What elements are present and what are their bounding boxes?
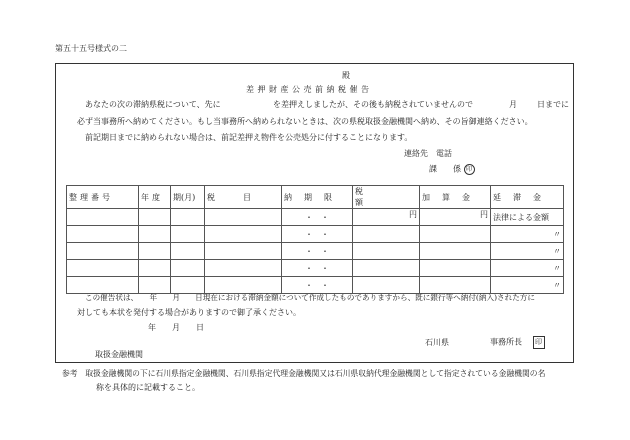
- table-row: [67, 243, 564, 260]
- table-cell: [171, 226, 205, 243]
- contact-label: 連絡先 電話: [404, 149, 452, 158]
- body-line-3: 前記期日までに納められない場合は、前記差押え物件を公売処分に付することになります。: [85, 133, 413, 142]
- body-line-2: 必ず当事務所へ納めてください。もし当事務所へ納められないときは、次の県税取扱金融機関へ納め、その旨御連絡ください。: [77, 117, 533, 126]
- office-seal: 印: [533, 336, 545, 349]
- table-cell: [67, 277, 139, 294]
- table-row: [67, 209, 564, 226]
- header-cell: 税額: [353, 186, 420, 209]
- header-cell: 延滞金: [491, 186, 564, 209]
- body-line-1a: あなたの次の滞納県税について、先に: [85, 100, 221, 109]
- due-date-cell: ・ ・: [282, 209, 353, 226]
- body-line-1-day: 日までに: [537, 100, 569, 109]
- table-cell: [353, 226, 420, 243]
- header-cell: 年度: [139, 186, 171, 209]
- office-chief: [490, 336, 545, 349]
- form-number: 第五十五号様式の二: [55, 44, 127, 53]
- header-cell: 税目: [205, 186, 282, 209]
- table-cell: [171, 260, 205, 277]
- table-cell: [67, 226, 139, 243]
- bank-label: 取扱金融機関: [95, 350, 143, 359]
- footer-line-2: 対しても本状を発付する場合がありますので御了承ください。: [77, 308, 301, 317]
- table-cell: [353, 277, 420, 294]
- table-cell: [420, 277, 491, 294]
- document-title: 差押財産公売前納税催告: [246, 85, 373, 94]
- table-row: [67, 277, 564, 294]
- table-cell: [139, 277, 171, 294]
- note-line-1: 参考 取扱金融機関の下に石川県指定金融機関、石川県指定代理金融機関又は石川県収納代理金融機関として指定されている金融機関の名: [62, 369, 546, 378]
- date-line: 年 月 日: [148, 323, 204, 332]
- table-cell: [139, 260, 171, 277]
- late-fee-cell: 〃: [491, 226, 564, 243]
- table-cell: [171, 209, 205, 226]
- footer-line-1: この催告状は、 年 月 日現在における滞納金額について作成したものでありますから、既に銀行等へ納付(納入)された方に: [85, 293, 535, 302]
- tax-table: [66, 185, 564, 294]
- table-cell: [171, 243, 205, 260]
- addressee: 殿: [342, 71, 350, 80]
- table-cell: [420, 260, 491, 277]
- table-cell: [139, 209, 171, 226]
- due-date-cell: ・ ・: [282, 243, 353, 260]
- seal-mark: 印: [464, 164, 475, 175]
- table-cell: [139, 243, 171, 260]
- due-date-cell: ・ ・: [282, 277, 353, 294]
- body-line-1b: を差押えしましたが、その後も納税されていませんので: [273, 100, 473, 109]
- table-cell: [205, 226, 282, 243]
- table-cell: [353, 243, 420, 260]
- note-line-2: 称を具体的に記載すること。: [96, 383, 200, 392]
- table-cell: [420, 226, 491, 243]
- header-cell: 整理番号: [67, 186, 139, 209]
- table-cell: [67, 243, 139, 260]
- table-row: [67, 260, 564, 277]
- header-cell: 納期限: [282, 186, 353, 209]
- office-chief-label: 事務所長: [490, 337, 522, 347]
- section-label-text: 課 係: [429, 164, 461, 174]
- prefecture-name: 石川県: [425, 338, 449, 347]
- table-cell: [67, 260, 139, 277]
- late-fee-cell: 法律による金額: [491, 209, 564, 226]
- due-date-cell: ・ ・: [282, 260, 353, 277]
- table-cell: [67, 209, 139, 226]
- body-line-1-month: 月: [509, 100, 517, 109]
- table-cell: [171, 277, 205, 294]
- table-cell: [205, 209, 282, 226]
- table-cell: [353, 260, 420, 277]
- section-label: [429, 164, 475, 175]
- surcharge-cell: 円: [420, 209, 491, 226]
- due-date-cell: ・ ・: [282, 226, 353, 243]
- table-cell: [420, 243, 491, 260]
- table-cell: [205, 243, 282, 260]
- late-fee-cell: 〃: [491, 277, 564, 294]
- late-fee-cell: 〃: [491, 243, 564, 260]
- table-cell: [205, 277, 282, 294]
- table-cell: [205, 260, 282, 277]
- table-header-row: [67, 186, 564, 209]
- late-fee-cell: 〃: [491, 260, 564, 277]
- tax-amount-cell: 円: [353, 209, 420, 226]
- table-cell: [139, 226, 171, 243]
- header-cell: 加算金: [420, 186, 491, 209]
- header-cell: 期(月): [171, 186, 205, 209]
- table-row: [67, 226, 564, 243]
